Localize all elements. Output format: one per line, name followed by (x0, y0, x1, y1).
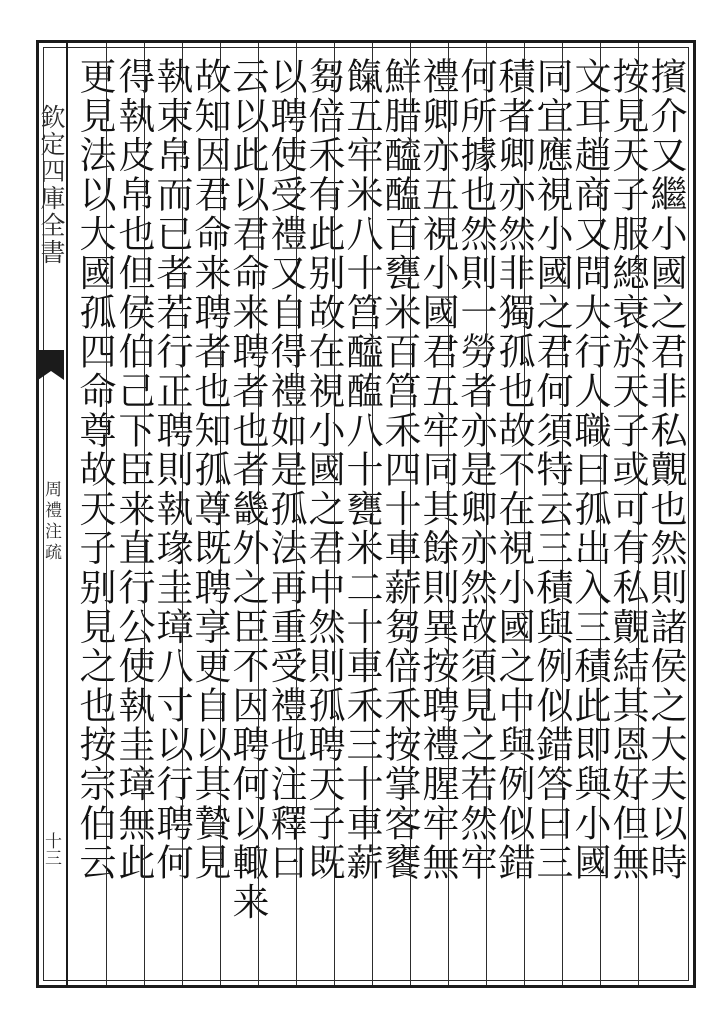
column-text: 故知因君命来聘者也知孤尊既聘享更自以其贄見 (188, 57, 231, 883)
page-number: 十三 (41, 832, 61, 866)
column-text: 擯介又繼小國之君非私覿也然則諸侯之大夫以時 (644, 57, 687, 883)
column-text: 文耳趙商又問大行人職曰孤出入三積此即與小國 (568, 57, 611, 883)
column-text: 禮卿亦五視小國君五牢同其餘則異按聘禮腥牢無 (416, 57, 459, 883)
column-text: 同宜應視小國之君何須特云三積與例似錯答曰三 (530, 57, 573, 883)
column-text: 積者卿亦然非獨孤也故不在視小國之中與例似錯 (492, 57, 535, 883)
collection-title: 欽定四庫全書 (37, 104, 66, 266)
column-text: 鮮腊醯醢百甕米百筥禾四十車薪芻倍禾按掌客饔 (378, 57, 421, 883)
text-body (68, 43, 693, 985)
column-text: 得執皮帛也但侯伯己下臣来直行公使執圭璋無此 (112, 57, 155, 883)
page-margin-strip (36, 40, 66, 988)
fishtail-mark (38, 350, 64, 380)
column-text: 更見法以大國孤四命尊故天子别見之也按宗伯云 (73, 57, 116, 883)
column-text: 云以此以君命来聘者也者畿外之臣不因聘何以輙来 (226, 57, 269, 922)
column-text: 何所據也然則一勞者亦是卿亦然故須見之若然牢 (454, 57, 497, 883)
column-text: 執束帛而已者若行正聘則執瑑圭璋八寸以行聘何 (150, 57, 193, 883)
book-title: 周禮注疏 (41, 480, 61, 564)
column-text: 餼五牢米八十筥醯醢八十甕米二十車禾三十車薪 (340, 57, 383, 883)
column-text: 芻倍禾有此别故在視小國之君中然則孤聘天子既 (302, 57, 345, 883)
column-text: 以聘使受禮又自得禮如是孤法再重受禮也注釋曰 (264, 57, 307, 883)
column-text: 按見天子服總衰於天子或可有私覿結其恩好但無 (606, 57, 649, 883)
text-column (638, 43, 690, 985)
